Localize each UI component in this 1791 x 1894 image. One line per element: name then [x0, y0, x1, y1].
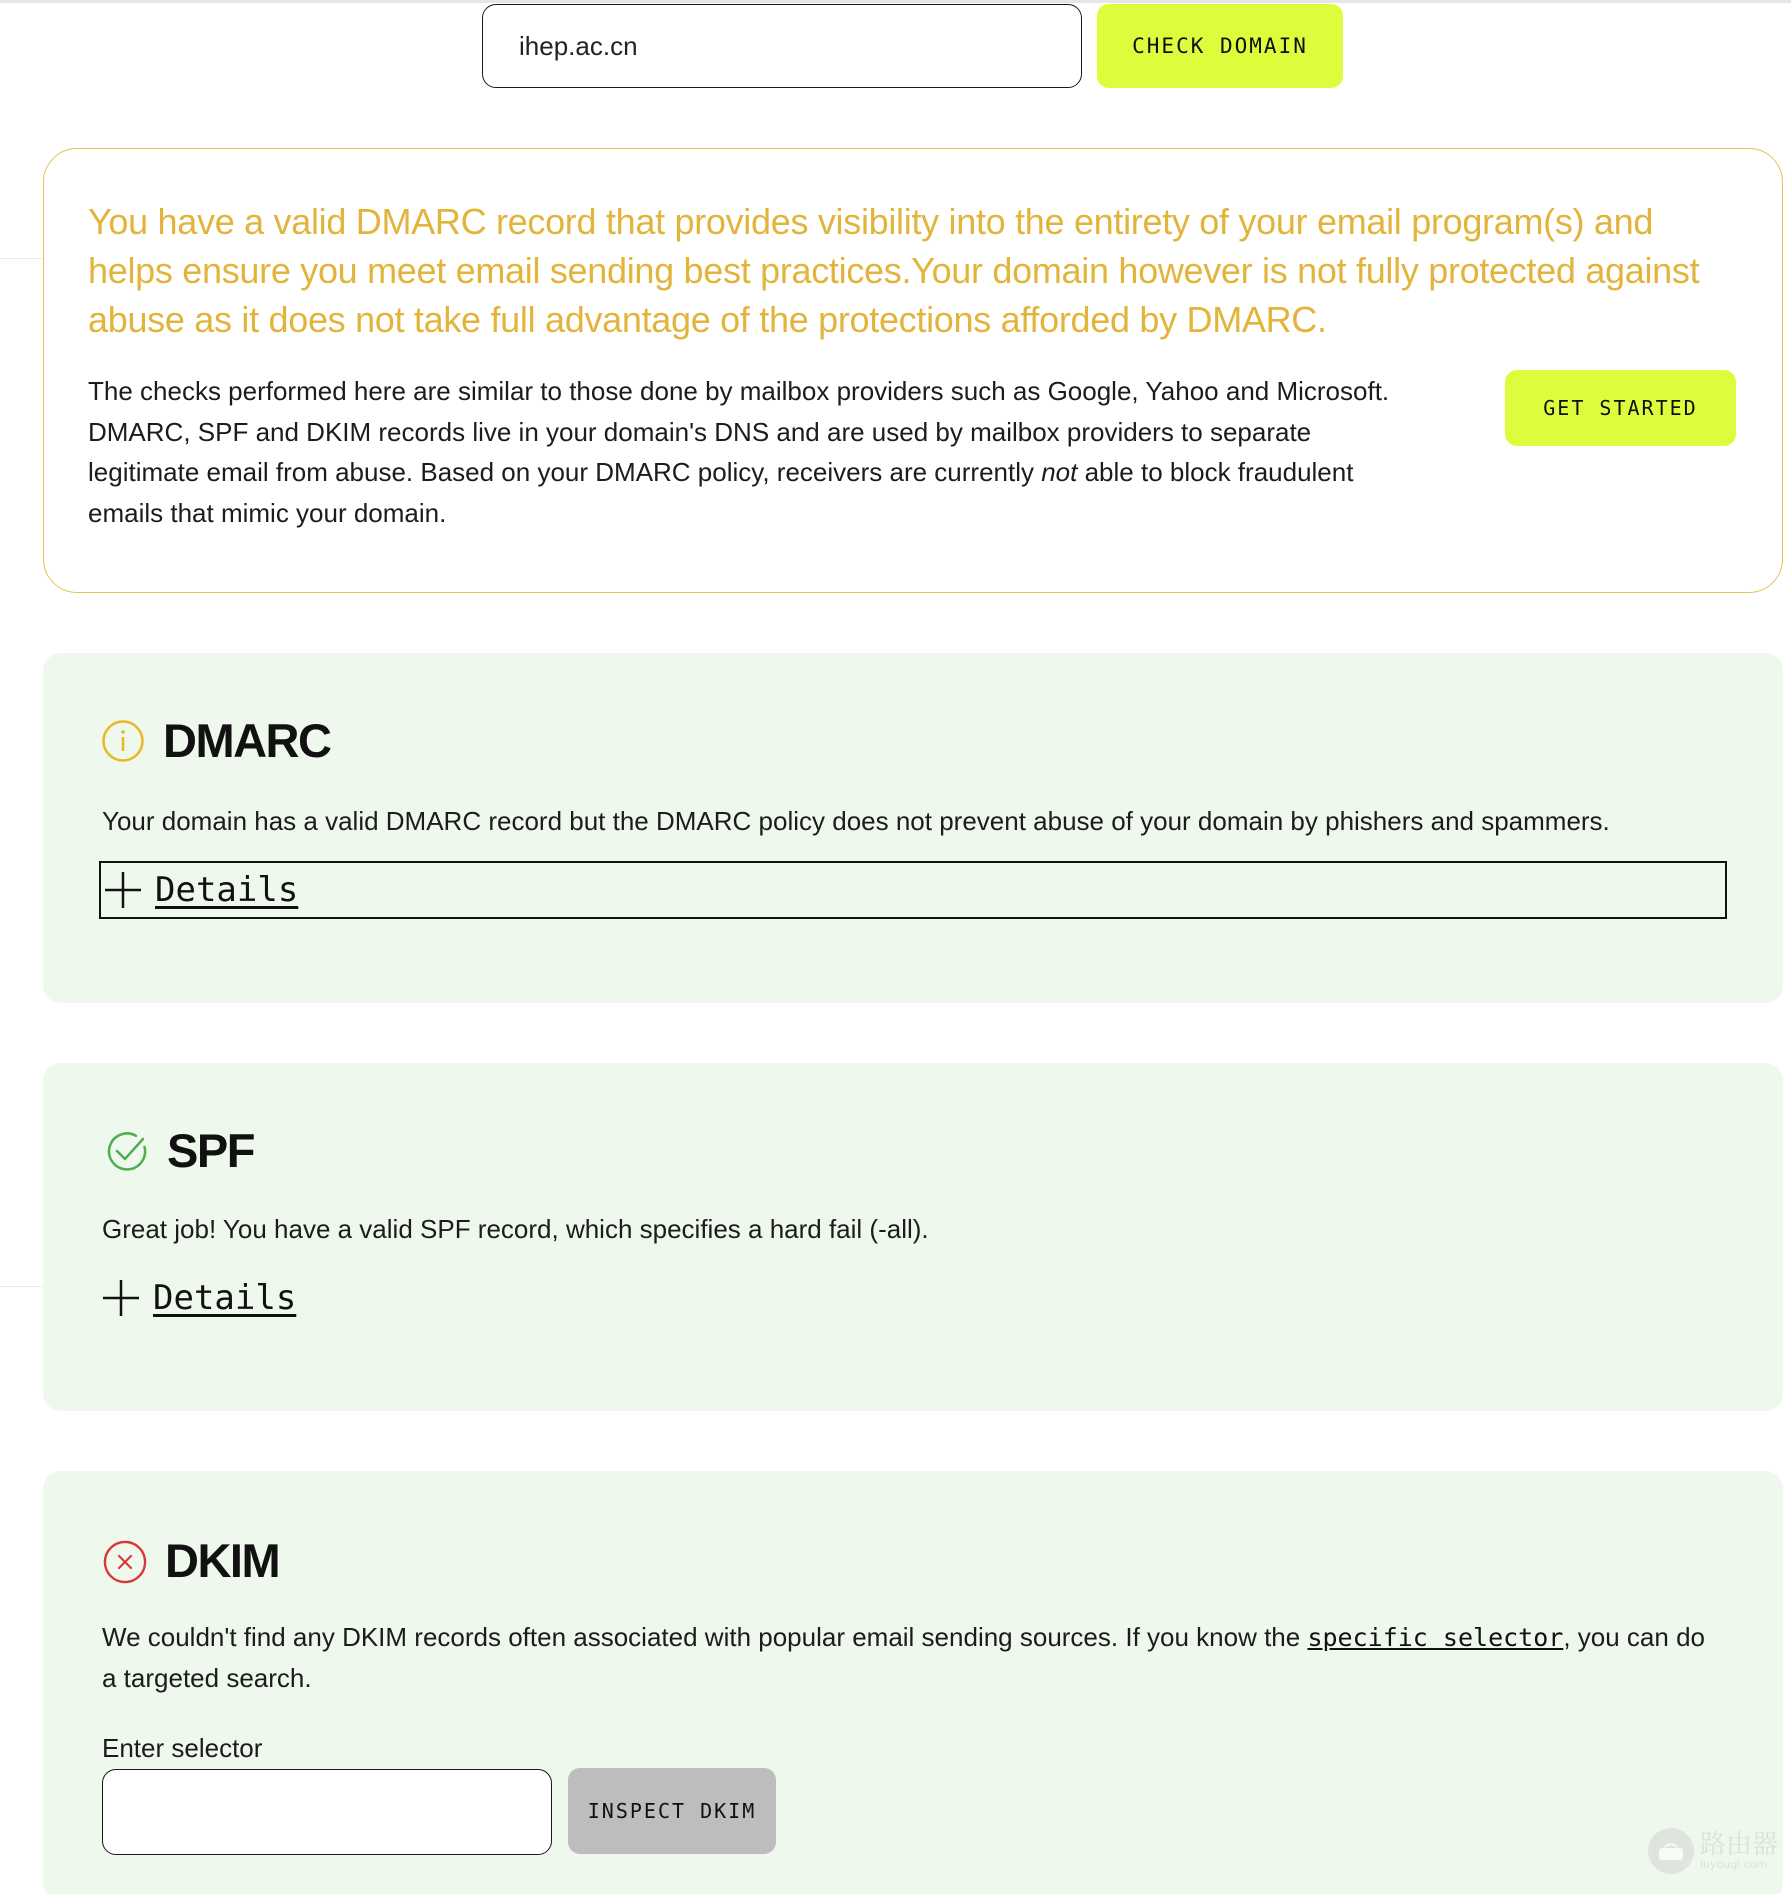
plus-icon	[103, 870, 143, 910]
check-circle-icon	[105, 1129, 149, 1173]
summary-card	[43, 148, 1783, 593]
details-link[interactable]: Details	[155, 870, 299, 910]
dmarc-details-toggle[interactable]	[99, 861, 1727, 919]
background-divider	[0, 1286, 44, 1287]
watermark-url: luyouqi.com	[1700, 1857, 1768, 1871]
domain-input[interactable]	[482, 4, 1082, 88]
dmarc-description: Your domain has a valid DMARC record but the DMARC policy does not prevent abuse of your domain by phishers and spammers.	[102, 806, 1610, 836]
dkim-description	[102, 1617, 1712, 1699]
top-divider	[0, 0, 1791, 3]
spf-details-toggle[interactable]	[99, 1269, 296, 1327]
summary-text-part: The checks performed here are similar to those done by mailbox providers such as Google, Yahoo and Microsoft. DMARC, SPF and DKIM records live in your domain's DNS and are used by mailbox providers to separate legitimate email from abuse. Based on your DMARC policy, receivers are currently	[88, 376, 1390, 487]
details-link[interactable]: Details	[153, 1278, 297, 1318]
spf-card	[43, 1063, 1783, 1411]
dkim-header	[103, 1534, 280, 1587]
inspect-dkim-button[interactable]: INSPECT DKIM	[568, 1768, 776, 1854]
dmarc-header	[101, 714, 331, 767]
watermark-text	[1700, 1829, 1779, 1871]
router-icon	[1648, 1828, 1694, 1874]
summary-emphasis: not	[1041, 457, 1078, 487]
watermark-cn: 路由器	[1700, 1829, 1779, 1860]
background-divider	[0, 258, 44, 259]
dmarc-title: DMARC	[163, 714, 331, 767]
spf-description: Great job! You have a valid SPF record, which specifies a hard fail (-all).	[102, 1214, 929, 1244]
plus-icon	[101, 1278, 141, 1318]
dmarc-card	[43, 653, 1783, 1003]
dkim-text-part: , you can do a targeted search.	[102, 1622, 1705, 1693]
info-circle-icon	[101, 719, 145, 763]
selector-label: Enter selector	[102, 1733, 263, 1763]
summary-headline: You have a valid DMARC record that provides visibility into the entirety of your email program(s) and helps ensure you meet email sending best practices.Your domain however is not fully protected against abuse as it does not take full advantage of the protections afforded by DMARC.	[88, 201, 1700, 340]
get-started-button[interactable]: GET STARTED	[1505, 370, 1736, 446]
check-domain-button[interactable]: CHECK DOMAIN	[1097, 4, 1343, 88]
watermark-logo	[1648, 1828, 1778, 1874]
dkim-card	[43, 1471, 1783, 1894]
summary-description	[88, 371, 1418, 533]
summary-text-part: able to block fraudulent emails that mimic your domain.	[88, 457, 1354, 528]
selector-input[interactable]	[102, 1769, 552, 1855]
dkim-text-part: We couldn't find any DKIM records often associated with popular email sending sources. If you know the	[102, 1622, 1308, 1652]
dkim-title: DKIM	[165, 1534, 280, 1587]
spf-title: SPF	[167, 1124, 254, 1177]
spf-header	[105, 1124, 254, 1177]
x-circle-icon	[103, 1539, 147, 1583]
specific-selector-link[interactable]: specific selector	[1307, 1623, 1564, 1652]
